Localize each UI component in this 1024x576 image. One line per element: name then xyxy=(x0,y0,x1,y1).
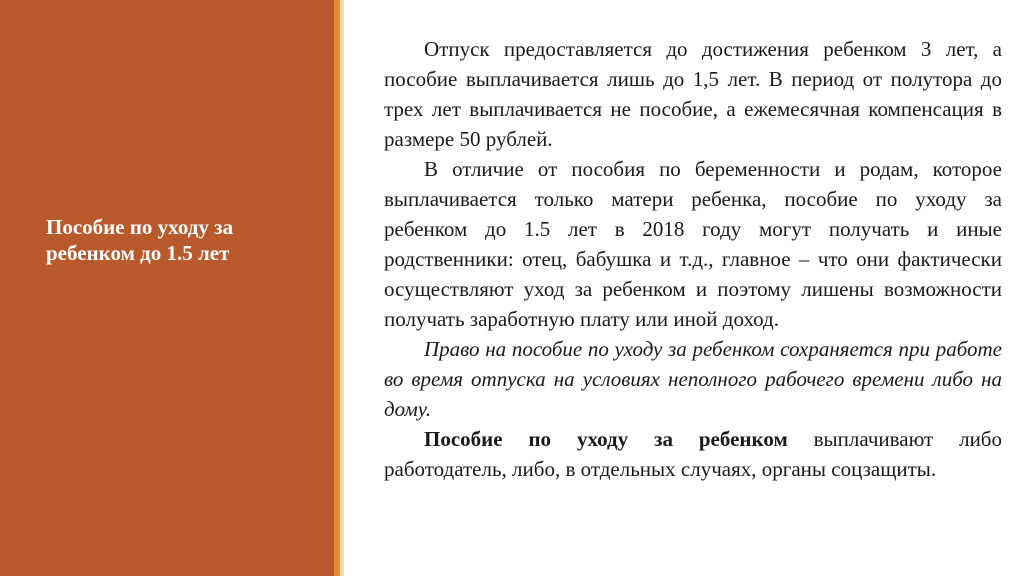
paragraph-payer-rest: выплачивают либо работодатель, либо, в отдельных случаях, органы соцзащиты. xyxy=(384,427,1002,481)
paragraph-vacation-period: Отпуск предоставляется до достижения ребенком 3 лет, а пособие выплачивается лишь до 1,5 лет. В период от полутора до трех лет выплачивается не пособие, а ежемесячная компенсация в размере 50 рублей. xyxy=(384,37,1002,151)
paragraph-part-time-work: Право на пособие по уходу за ребенком сохраняется при работе во время отпуска на условиях неполного рабочего времени либо на дому. xyxy=(384,337,1002,421)
paragraph-recipients: В отличие от пособия по беременности и родам, которое выплачивается только матери ребенка, пособие по уходу за ребенком до 1.5 лет в 2018 году могут получать и иные родственники: отец, бабушка и т.д., главное – что они фактически осуществляют уход за ребенком и поэтому лишены возможности получать заработную плату или иной доход. xyxy=(384,157,1002,331)
slide-title: Пособие по уходу за ребенком до 1.5 лет xyxy=(46,215,234,265)
content-area xyxy=(384,34,1002,484)
title-panel xyxy=(0,0,334,576)
accent-stripe-light xyxy=(340,0,344,576)
paragraph-payer-bold: Пособие по уходу за ребенком xyxy=(424,427,788,451)
paragraph-payer xyxy=(384,424,1002,484)
